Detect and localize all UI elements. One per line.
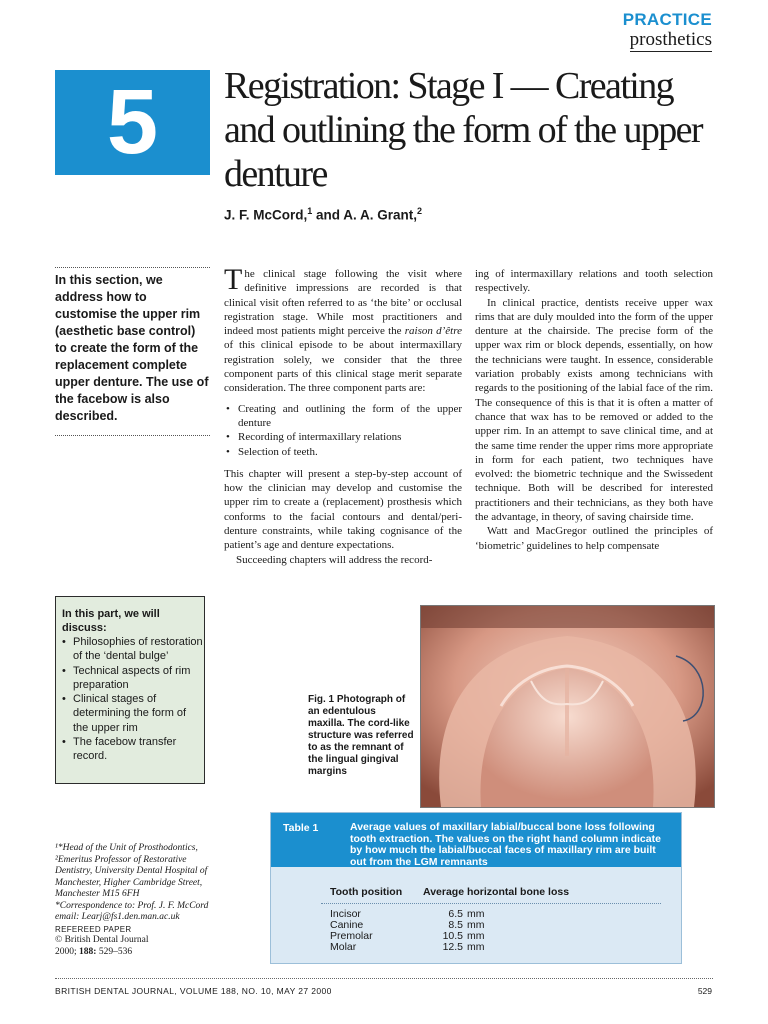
table-cell-unit: mm: [467, 919, 485, 931]
author-1: J. F. McCord,: [224, 207, 308, 223]
list-item: • Creating and outlining the form of the upper denture: [224, 402, 462, 431]
table-cell-unit: mm: [467, 908, 485, 920]
table-cell-unit: mm: [467, 930, 485, 942]
article-number: 5: [106, 71, 159, 173]
table-cell-value: 8.5: [448, 919, 463, 931]
list-item: • Philosophies of restoration of the ‘dental bulge’: [73, 635, 204, 664]
table-cell-position: Premolar: [330, 930, 373, 942]
discussion-list: [56, 635, 204, 764]
list-item: • Clinical stages of determining the form of the upper rim: [73, 692, 204, 735]
maxilla-photograph: [420, 605, 715, 808]
body-column-1: [224, 263, 462, 567]
footer-rule: [55, 978, 713, 979]
paragraph-5: In clinical practice, dentists receive upper wax rims that are duly moulded into the form of the upper denture at the chairside. The precise form of the upper wax rim or block depends, essentially, on how the technicians were taught. In essence, considerable variation probably exists among technicians with regards to the positioning of the labial face of the rim. The consequence of this is that it is often a matter of chance that wax has to be removed or added to the upper rim. In an attempt to save clinical time, and at the same time render the upper rims more appropriate in form for each patient, two techniques have evolved: the biometric technique and the Swissedent technique. Both will be described for interested practitioners and their technicians, as they both have the advantage, in theory, of saving chairside time.: [475, 296, 713, 524]
affiliation-note: ¹*Head of the Unit of Prosthodontics, ²Emeritus Professor of Restorative Dentistry, University Dental Hospital of Manchester, Higher Cambridge Street, Manchester M15 6FH: [55, 843, 208, 899]
table-caption: Average values of maxillary labial/buccal bone loss following tooth extraction. The values on the right hand column indicate by how much the labial/buccal faces of maxillary rim are built out from the LGM remnants: [350, 821, 661, 868]
table-header-tooth-position: Tooth position: [330, 886, 403, 898]
page-number: 529: [697, 986, 712, 996]
paragraph-2: This chapter will present a step-by-step account of how the clinician may develop and customise the upper rim to create a (replacement) prosthesis which conforms to the facial contours and dental/peri-denture constraints, while taking cognisance of the patient’s age and denture expectations.: [224, 467, 462, 552]
body-column-2: [475, 267, 713, 553]
citation-pages: 529–536: [96, 946, 133, 957]
table-cell-value: 12.5: [442, 941, 463, 953]
refereed-label: REFEREED PAPER: [55, 924, 132, 934]
correspondence-note: *Correspondence to: Prof. J. F. McCord email: Learj@fs1.den.man.ac.uk: [55, 900, 209, 922]
list-item: • Recording of intermaxillary relations: [224, 430, 462, 444]
journal-footer: BRITISH DENTAL JOURNAL, VOLUME 188, NO. 10, MAY 27 2000: [55, 986, 332, 996]
table-cell-position: Molar: [330, 941, 357, 953]
paragraph-6: Watt and MacGregor outlined the principles of ‘biometric’ guidelines to help compensate: [475, 525, 713, 552]
article-summary: In this section, we address how to customise the upper rim (aesthetic base control) to create the form of the replacement complete upper denture. The use of the facebow is also described.: [55, 268, 210, 436]
table-row: [271, 942, 681, 953]
table-header-bone-loss: Average horizontal bone loss: [423, 886, 570, 898]
table-cell-position: Incisor: [330, 908, 361, 920]
drop-cap: T: [224, 263, 243, 296]
author-notes: [55, 843, 210, 958]
discussion-heading: In this part, we will discuss:: [62, 608, 160, 634]
topic-label: prosthetics: [629, 29, 712, 50]
article-number-box: [55, 70, 210, 175]
paragraph-1-end: of this clinical episode to be about intermaxillary registration solely, we consider that the three component parts of this clinical stage merit separate consideration. The three component parts are:: [224, 339, 462, 395]
table-cell-value: 10.5: [442, 930, 463, 942]
figure-caption: Fig. 1 Photograph of an edentulous maxilla. The cord-like structure was referred to as the remnant of the lingual gingival margins: [308, 694, 414, 777]
author-1-affiliation-mark: 1: [307, 206, 313, 216]
table-1: [270, 812, 682, 964]
table-cell-unit: mm: [467, 941, 485, 953]
author-2: and A. A. Grant,: [312, 207, 418, 223]
component-list: [224, 402, 462, 459]
table-label: Table 1: [283, 822, 319, 834]
paragraph-4: ing of intermaxillary relations and tooth selection respectively.: [475, 268, 713, 295]
list-item: • Technical aspects of rim preparation: [73, 664, 204, 693]
citation-year: 2000;: [55, 946, 80, 957]
copyright-note: © British Dental Journal: [55, 935, 149, 945]
list-item: • Selection of teeth.: [224, 445, 462, 459]
section-label: PRACTICE: [622, 10, 712, 29]
paragraph-3: Succeeding chapters will address the record-: [236, 553, 433, 566]
article-title: Registration: Stage I — Creating and outlining the form of the upper denture: [224, 65, 702, 195]
paragraph-1-italic: raison d’être: [404, 325, 462, 338]
maxilla-photo-illustration: [421, 606, 714, 807]
table-cell-position: Canine: [330, 919, 364, 931]
table-divider: [321, 903, 661, 904]
article-authors: [224, 206, 422, 223]
paragraph-1-text: he clinical stage following the visit where definitive impressions are recorded is that clinical visit often referred to as ‘the bite’ or occlusal registration stage. While most practitioners and indeed most patients might perceive the: [224, 268, 462, 338]
author-2-affiliation-mark: 2: [417, 206, 423, 216]
paragraph-1: [224, 263, 462, 396]
table-banner: [271, 813, 681, 867]
table-cell-value: 6.5: [448, 908, 463, 920]
discussion-box: [55, 596, 205, 784]
list-item: • The facebow transfer record.: [73, 735, 204, 764]
citation-note: [55, 947, 210, 959]
citation-volume: 188:: [79, 946, 97, 957]
